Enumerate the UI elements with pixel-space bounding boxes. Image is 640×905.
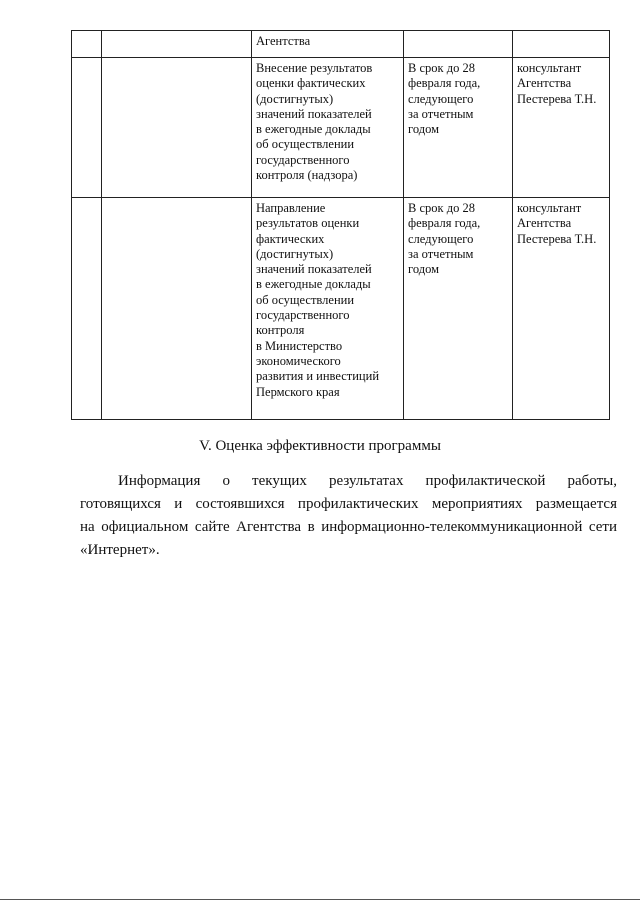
table-row <box>72 31 610 58</box>
cell-line: Пермского края <box>256 384 340 399</box>
section-paragraph <box>80 470 617 562</box>
cell-line: следующего <box>408 91 474 106</box>
cell-line: в Министерство <box>256 338 343 353</box>
measures-table <box>71 30 610 420</box>
cell-line: Пестерева Т.Н. <box>517 91 597 106</box>
measure-cell <box>252 198 404 420</box>
cell-line: февраля года, <box>408 216 481 231</box>
deadline-cell <box>404 58 513 198</box>
paragraph-line: на официальном сайте Агентства в информационно-телекоммуникационной сети <box>80 519 617 535</box>
cell-line: (достигнутых) <box>256 246 334 261</box>
measure-cell <box>252 58 404 198</box>
paragraph-line: готовящихся и состоявшихся профилактических мероприятиях размещается <box>80 496 617 512</box>
cell-line: (достигнутых) <box>256 91 334 106</box>
table-row <box>72 58 610 198</box>
cell-line: значений показателей <box>256 262 372 277</box>
cell-line: В срок до 28 <box>408 61 475 75</box>
cell-line: развития и инвестиций <box>256 369 380 384</box>
number-cell <box>72 58 102 198</box>
cell-line: Пестерева Т.Н. <box>517 231 597 246</box>
cell-line: фактических <box>256 231 325 246</box>
cell-line: консультант <box>517 201 582 215</box>
deadline-cell <box>404 31 513 58</box>
paragraph-line: «Интернет». <box>80 542 160 558</box>
form-cell <box>102 31 252 58</box>
paragraph-line: Информация о текущих результатах профилактической работы, <box>118 473 617 489</box>
cell-line: результатов оценки <box>256 216 360 231</box>
cell-line: следующего <box>408 231 474 246</box>
cell-line: годом <box>408 262 439 277</box>
cell-line: за отчетным <box>408 106 474 121</box>
cell-line: экономического <box>256 353 341 368</box>
responsible-cell <box>513 31 610 58</box>
page-bottom-rule <box>0 899 640 900</box>
cell-line: в ежегодные доклады <box>256 277 371 292</box>
responsible-cell <box>513 198 610 420</box>
measure-cell <box>252 31 404 58</box>
form-cell <box>102 198 252 420</box>
table-row <box>72 198 610 420</box>
cell-line: Агентства <box>517 76 572 91</box>
cell-line: об осуществлении <box>256 137 355 152</box>
cell-line: Внесение результатов <box>256 61 373 75</box>
cell-line: Агентства <box>256 34 311 48</box>
cell-line: В срок до 28 <box>408 201 475 215</box>
cell-line: в ежегодные доклады <box>256 122 371 137</box>
cell-line: контроля <box>256 323 305 338</box>
cell-line: февраля года, <box>408 76 481 91</box>
number-cell <box>72 198 102 420</box>
form-cell <box>102 58 252 198</box>
cell-line: об осуществлении <box>256 292 355 307</box>
cell-line: оценки фактических <box>256 76 366 91</box>
cell-line: годом <box>408 122 439 137</box>
number-cell <box>72 31 102 58</box>
deadline-cell <box>404 198 513 420</box>
cell-line: значений показателей <box>256 106 372 121</box>
cell-line: государственного <box>256 308 350 323</box>
cell-line: Агентства <box>517 216 572 231</box>
cell-line: консультант <box>517 61 582 75</box>
cell-line: контроля (надзора) <box>256 168 358 183</box>
section-title: V. Оценка эффективности программы <box>199 438 441 454</box>
cell-line: государственного <box>256 152 350 167</box>
cell-line: Направление <box>256 201 326 215</box>
responsible-cell <box>513 58 610 198</box>
cell-line: за отчетным <box>408 246 474 261</box>
